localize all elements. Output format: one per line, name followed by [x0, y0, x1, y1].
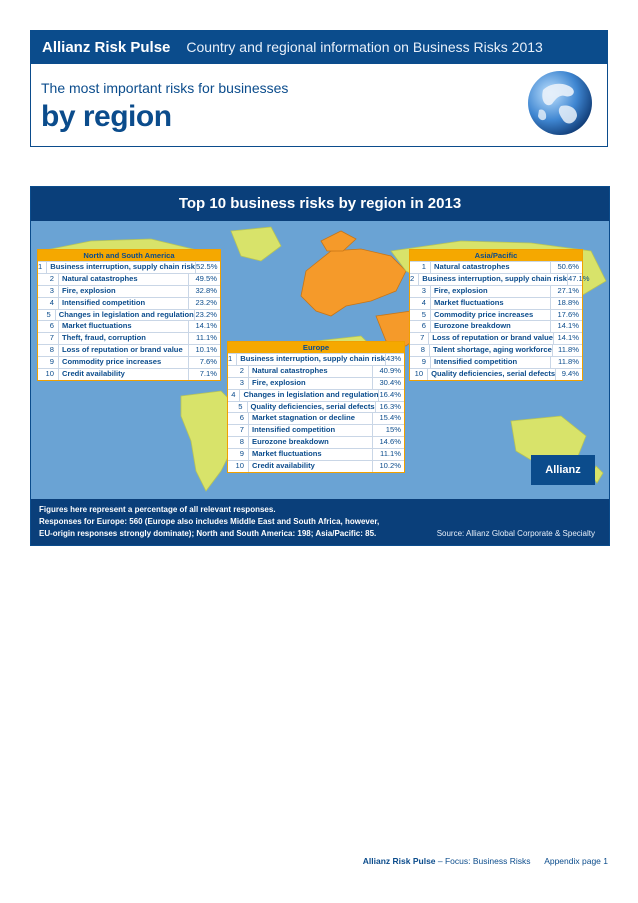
table-row: [228, 377, 404, 389]
rank-cell: 8: [228, 437, 249, 448]
percentage-cell: 11.8%: [550, 357, 582, 368]
rank-cell: 3: [228, 378, 249, 389]
table-europe: [227, 341, 405, 473]
percentage-cell: 18.8%: [550, 298, 582, 309]
risk-label-cell: Intensified competition: [62, 297, 146, 307]
rank-cell: 3: [410, 286, 431, 297]
risk-label-cell: Commodity price increases: [62, 357, 162, 367]
rank-cell: 6: [410, 321, 431, 332]
footer-page: Appendix page 1: [544, 856, 608, 866]
percentage-cell: 47.1%: [567, 274, 593, 285]
footnote: [39, 504, 379, 540]
risk-label-cell: Fire, explosion: [252, 377, 306, 387]
table-row: [38, 261, 220, 273]
rank-cell: 10: [410, 369, 428, 380]
rank-cell: 5: [410, 310, 431, 321]
table-row: [410, 285, 582, 297]
risk-label-cell: Commodity price increases: [434, 309, 534, 319]
rank-cell: 4: [38, 298, 59, 309]
table-asia-pacific: [409, 249, 590, 381]
table-row: [228, 460, 404, 472]
allianz-logo: [531, 455, 595, 485]
risk-label-cell: Credit availability: [62, 369, 125, 379]
percentage-cell: 16.3%: [375, 402, 404, 413]
rank-cell: 7: [38, 333, 59, 344]
risk-label-cell: Changes in legislation and regulation: [243, 389, 379, 399]
table-row: [38, 344, 220, 356]
percentage-cell: 32.8%: [188, 286, 220, 297]
table-row: [228, 401, 404, 413]
percentage-cell: 49.5%: [188, 274, 220, 285]
percentage-cell: 11.1%: [188, 333, 220, 344]
table-row: [38, 309, 220, 321]
table-row: [410, 309, 582, 321]
table-row: [38, 320, 220, 332]
rank-cell: 1: [228, 354, 237, 365]
risk-label-cell: Natural catastrophes: [62, 273, 138, 283]
table-row: [38, 297, 220, 309]
risk-label-cell: Natural catastrophes: [434, 262, 510, 271]
percentage-cell: 16.4%: [378, 390, 404, 401]
percentage-cell: 43%: [385, 354, 404, 365]
rank-cell: 10: [38, 369, 59, 380]
table-title: Europe: [228, 342, 404, 353]
percentage-cell: 7.1%: [188, 369, 220, 380]
header-bar: [30, 30, 608, 64]
table-title: North and South America: [38, 250, 220, 261]
map-panel: [30, 186, 610, 546]
percentage-cell: 52.5%: [195, 262, 221, 273]
risk-label-cell: Business interruption, supply chain risk: [240, 354, 385, 363]
percentage-cell: 30.4%: [372, 378, 404, 389]
table-row: [228, 436, 404, 448]
risk-label-cell: Loss of reputation or brand value: [62, 345, 183, 355]
percentage-cell: 23.2%: [194, 310, 220, 321]
risk-label-cell: Quality deficiencies, serial defects: [250, 401, 375, 411]
footnote-line: Figures here represent a percentage of all relevant responses.: [39, 505, 276, 514]
risk-label-cell: Theft, fraud, corruption: [62, 333, 146, 343]
rank-cell: 9: [38, 357, 59, 368]
table-row: [410, 273, 590, 285]
table-row: [228, 389, 404, 401]
table-title: Asia/Pacific: [410, 250, 582, 261]
risk-label-cell: Talent shortage, aging workforce: [432, 345, 552, 355]
percentage-cell: 10.1%: [188, 345, 220, 356]
percentage-cell: 7.6%: [188, 357, 220, 368]
risk-label-cell: Eurozone breakdown: [434, 321, 511, 331]
table-row: [228, 365, 404, 377]
rank-cell: 4: [228, 390, 240, 401]
table-row: [38, 368, 220, 380]
rank-cell: 2: [410, 274, 419, 285]
rank-cell: 9: [410, 357, 431, 368]
rank-cell: 1: [38, 262, 47, 273]
table-row: [228, 424, 404, 436]
table-row: [38, 285, 220, 297]
table-row: [410, 261, 582, 273]
risk-label-cell: Market fluctuations: [434, 297, 504, 307]
table-row: [410, 344, 582, 356]
rank-cell: 10: [228, 461, 249, 472]
percentage-cell: 10.2%: [372, 461, 404, 472]
risk-label-cell: Changes in legislation and regulation: [58, 309, 194, 319]
percentage-cell: 17.6%: [550, 310, 582, 321]
table-row: [38, 273, 220, 285]
page-footer: [363, 856, 608, 866]
risk-label-cell: Intensified competition: [434, 357, 518, 367]
table-row: [410, 320, 582, 332]
rank-cell: 1: [410, 262, 431, 273]
risk-label-cell: Market fluctuations: [252, 449, 322, 459]
rank-cell: 5: [38, 310, 56, 321]
risk-label-cell: Eurozone breakdown: [252, 437, 329, 447]
percentage-cell: 14.1%: [188, 321, 220, 332]
header-subtitle: Country and regional information on Business Risks 2013: [186, 39, 543, 55]
table-row: [38, 332, 220, 344]
table-row: [228, 448, 404, 460]
table-north-south-america: [37, 249, 221, 381]
risk-label-cell: Market fluctuations: [62, 321, 132, 331]
risk-label-cell: Natural catastrophes: [252, 365, 328, 375]
logo-text: Allianz: [545, 464, 581, 476]
panel-title: Top 10 business risks by region in 2013: [178, 195, 462, 212]
risk-label-cell: Market stagnation or decline: [252, 413, 355, 423]
percentage-cell: 14.1%: [550, 321, 582, 332]
page-subtitle: The most important risks for businesses: [41, 80, 289, 96]
rank-cell: 2: [38, 274, 59, 285]
percentage-cell: 40.9%: [372, 366, 404, 377]
percentage-cell: 11.8%: [552, 345, 582, 356]
table-row: [410, 297, 582, 309]
table-row: [228, 412, 404, 424]
risk-label-cell: Fire, explosion: [434, 285, 488, 295]
percentage-cell: 23.2%: [188, 298, 220, 309]
rank-cell: 6: [38, 321, 59, 332]
percentage-cell: 27.1%: [550, 286, 582, 297]
table-row: [38, 356, 220, 368]
table-row: [410, 332, 582, 344]
percentage-cell: 14.1%: [553, 333, 582, 344]
rank-cell: 5: [228, 402, 248, 413]
percentage-cell: 9.4%: [555, 369, 582, 380]
risk-label-cell: Business interruption, supply chain risk: [422, 273, 567, 283]
title-box: [30, 64, 608, 147]
percentage-cell: 14.6%: [372, 437, 404, 448]
source-note: Source: Allianz Global Corporate & Specialty: [436, 529, 595, 538]
risk-label-cell: Business interruption, supply chain risk: [50, 262, 195, 271]
table-row: [410, 368, 582, 380]
rank-cell: 6: [228, 413, 249, 424]
table-row: [228, 353, 404, 365]
brand-name: Allianz Risk Pulse: [42, 38, 171, 56]
risk-label-cell: Credit availability: [252, 461, 315, 471]
rank-cell: 7: [410, 333, 429, 344]
percentage-cell: 11.1%: [372, 449, 404, 460]
risk-label-cell: Intensified competition: [252, 425, 336, 435]
rank-cell: 9: [228, 449, 249, 460]
risk-label-cell: Quality deficiencies, serial defects: [431, 369, 556, 379]
footer-section: – Focus: Business Risks: [435, 856, 531, 866]
percentage-cell: 15%: [372, 425, 404, 436]
percentage-cell: 15.4%: [372, 413, 404, 424]
percentage-cell: 50.6%: [550, 262, 582, 273]
rank-cell: 3: [38, 286, 59, 297]
rank-cell: 7: [228, 425, 249, 436]
risk-label-cell: Loss of reputation or brand value: [432, 333, 553, 343]
rank-cell: 2: [228, 366, 249, 377]
footnote-line: EU-origin responses strongly dominate); North and South America: 198; Asia/Pacific: 85.: [39, 529, 377, 538]
risk-label-cell: Fire, explosion: [62, 285, 116, 295]
footer-brand: Allianz Risk Pulse: [362, 856, 436, 866]
table-row: [410, 356, 582, 368]
rank-cell: 8: [38, 345, 59, 356]
footnote-line: Responses for Europe: 560 (Europe also includes Middle East and South Africa, however,: [39, 517, 380, 526]
rank-cell: 4: [410, 298, 431, 309]
globe-icon: [525, 68, 595, 138]
rank-cell: 8: [410, 345, 430, 356]
page-title: by region: [41, 100, 172, 133]
